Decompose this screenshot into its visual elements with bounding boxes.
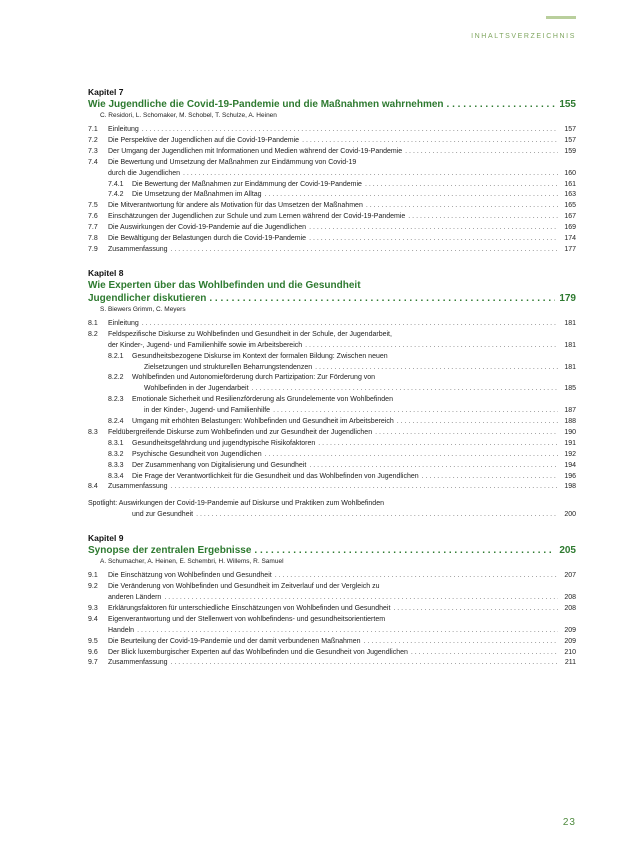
chapter-title-text: Wie Jugendliche die Covid-19-Pandemie und die Maßnahmen wahrnehmen — [88, 99, 444, 110]
entry-title: Der Blick luxemburgischer Experten auf das Wohlbefinden und die Gesundheit von Jugendlichen — [108, 648, 408, 656]
dot-leader — [265, 190, 558, 201]
dot-leader — [142, 319, 558, 330]
dot-leader — [318, 439, 558, 450]
chapter-authors: A. Schumacher, A. Heinen, E. Schembri, H. Willems, R. Samuel — [100, 558, 284, 566]
entry-title: Einleitung — [108, 319, 139, 327]
entry-number: 7.4.1 — [108, 180, 124, 188]
entry-page: 188 — [564, 418, 576, 426]
entry-title: Eigenverantwortung und der Stellenwert von wohlbefindens- und gesundheitsorientiertem — [108, 615, 386, 623]
toc-entry[interactable] — [88, 615, 576, 626]
toc-entry[interactable] — [88, 125, 576, 136]
chapter-title-text: Jugendlicher diskutieren — [88, 292, 207, 304]
spotlight-title: und zur Gesundheit — [132, 511, 194, 519]
toc-entry[interactable] — [88, 373, 576, 384]
toc-entry-continuation[interactable] — [88, 341, 576, 352]
entry-page: 192 — [564, 450, 576, 458]
entry-title: der Kinder-, Jugend- und Familienhilfe sowie im Arbeitsbereich — [108, 341, 303, 349]
dot-leader — [183, 169, 558, 180]
toc-entry-continuation[interactable] — [88, 169, 576, 180]
dot-leader — [164, 593, 558, 604]
chapter-authors: C. Residori, L. Schomaker, M. Schobel, T. Schulze, A. Heinen — [100, 112, 277, 119]
entry-number: 7.1 — [88, 126, 98, 133]
toc-entry[interactable] — [88, 637, 576, 648]
toc-entry[interactable] — [88, 417, 576, 428]
entry-number: 8.3 — [88, 428, 98, 436]
entry-title: Wohlbefinden in der Jugendarbeit — [144, 385, 249, 393]
entry-title: Handeln — [108, 626, 135, 634]
entry-number: 8.2 — [88, 330, 98, 338]
entry-number: 8.2.1 — [108, 352, 124, 360]
entry-page: 194 — [564, 461, 576, 469]
entry-number: 9.7 — [88, 659, 98, 667]
entry-number: 7.5 — [88, 202, 98, 210]
entry-page: 160 — [564, 169, 576, 177]
dot-leader — [309, 461, 558, 472]
entry-number: 7.9 — [88, 245, 98, 253]
entry-page: 181 — [564, 341, 576, 349]
entry-page: 181 — [564, 363, 576, 371]
entry-page: 163 — [564, 191, 576, 199]
entry-title: Die Einschätzung von Wohlbefinden und Gesundheit — [108, 572, 272, 580]
entry-number: 7.7 — [88, 224, 98, 232]
entry-page: 174 — [564, 235, 576, 243]
chapter-page: 155 — [559, 99, 576, 110]
entry-page: 208 — [564, 594, 576, 601]
entry-title: anderen Ländern — [108, 594, 162, 601]
entry-page: 191 — [564, 439, 576, 447]
entry-title: Zusammenfassung — [108, 483, 168, 491]
entry-title: Umgang mit erhöhten Belastungen: Wohlbefinden und Gesundheit im Arbeitsbereich — [132, 418, 394, 426]
toc-entry[interactable] — [88, 330, 576, 341]
toc-entry[interactable] — [88, 234, 576, 245]
entry-page: 209 — [564, 626, 576, 634]
entry-title: Zusammenfassung — [108, 245, 168, 253]
entry-page: 167 — [564, 213, 576, 221]
table-of-contents — [88, 87, 576, 681]
page-number: 23 — [562, 817, 576, 828]
dot-leader — [305, 341, 558, 352]
entry-title: Zielsetzungen und strukturellen Beharrungstendenzen — [144, 363, 313, 371]
chapter-page: 205 — [559, 545, 576, 557]
dot-leader — [275, 571, 558, 582]
chapter-section — [88, 533, 576, 669]
spotlight-page: 200 — [564, 511, 576, 519]
dot-leader — [315, 363, 558, 374]
toc-entry[interactable] — [88, 648, 576, 659]
entry-page: 196 — [564, 472, 576, 480]
entry-title: Psychische Gesundheit von Jugendlichen — [132, 450, 262, 458]
dot-leader — [422, 472, 558, 483]
header-accent-bar — [546, 16, 576, 19]
entry-page: 190 — [564, 428, 576, 436]
entry-number: 7.6 — [88, 213, 98, 221]
entry-page: 209 — [564, 637, 576, 645]
chapter-authors: S. Biewers Grimm, C. Meyers — [100, 305, 186, 313]
dot-leader — [405, 147, 558, 158]
entry-number: 9.6 — [88, 648, 98, 656]
dot-leader — [171, 658, 558, 669]
entry-title: durch die Jugendlichen — [108, 169, 180, 177]
spotlight-entry-continuation[interactable] — [88, 510, 576, 521]
entry-number: 7.2 — [88, 136, 98, 144]
chapter-page: 179 — [559, 292, 576, 304]
toc-entry[interactable] — [88, 395, 576, 406]
dot-leader — [302, 136, 558, 147]
chapter-title[interactable] — [88, 544, 576, 557]
toc-entry[interactable] — [88, 428, 576, 439]
toc-entry[interactable] — [88, 352, 576, 363]
toc-entry[interactable] — [88, 201, 576, 212]
entry-page: 169 — [564, 224, 576, 232]
dot-leader — [309, 234, 558, 245]
entry-number: 9.3 — [88, 604, 98, 612]
entry-title: Einleitung — [108, 126, 139, 133]
entry-number: 7.4 — [88, 158, 98, 166]
entry-number: 7.3 — [88, 147, 98, 155]
toc-entry[interactable] — [88, 212, 576, 223]
entry-title: Der Zusammenhang von Digitalisierung und Gesundheit — [132, 461, 307, 469]
dot-leader — [397, 417, 558, 428]
entry-number: 7.4.2 — [108, 191, 124, 199]
entry-number: 8.3.2 — [108, 450, 124, 458]
toc-entry[interactable] — [88, 147, 576, 158]
entry-number: 8.1 — [88, 319, 98, 327]
entry-title: Emotionale Sicherheit und Resilienzförderung als Grundelemente von Wohlbefinden — [132, 396, 393, 404]
entry-title: Die Veränderung von Wohlbefinden und Gesundheit im Zeitverlauf und der Vergleich zu — [108, 583, 380, 591]
toc-entry[interactable] — [88, 136, 576, 147]
dot-leader — [309, 223, 558, 234]
toc-entry[interactable] — [88, 658, 576, 669]
entry-page: 157 — [564, 126, 576, 133]
entry-page: 165 — [564, 202, 576, 210]
entry-page: 210 — [564, 648, 576, 656]
entry-page: 187 — [564, 407, 576, 415]
chapter-label: Kapitel 8 — [88, 267, 124, 278]
entry-title: Feldspezifische Diskurse zu Wohlbefinden und Gesundheit in der Schule, der Jugendarbeit, — [108, 330, 392, 338]
entry-title: Die Beurteilung der Covid-19-Pandemie und der damit verbundenen Maßnahmen — [108, 637, 361, 645]
entry-number: 8.3.4 — [108, 472, 124, 480]
entry-number: 8.2.4 — [108, 418, 124, 426]
dot-leader — [393, 604, 558, 615]
spotlight-entry[interactable] — [88, 499, 576, 510]
entry-page: 198 — [564, 483, 576, 491]
entry-number: 8.2.2 — [108, 374, 124, 382]
dot-leader — [252, 384, 558, 395]
toc-entry[interactable] — [88, 245, 576, 256]
entry-title: Die Frage der Verantwortlichkeit für die Gesundheit und das Wohlbefinden von Jugendlichen — [132, 472, 419, 480]
entry-title: Die Umsetzung der Maßnahmen im Alltag — [132, 191, 262, 199]
chapter-title[interactable] — [88, 98, 576, 111]
entry-page: 157 — [564, 136, 576, 144]
entry-title: Die Mitverantwortung für andere als Motivation für das Umsetzen der Maßnahmen — [108, 202, 363, 210]
toc-entry[interactable] — [88, 472, 576, 483]
entry-page: 161 — [564, 180, 576, 188]
entry-number: 9.2 — [88, 583, 98, 591]
spotlight-title: Spotlight: Auswirkungen der Covid-19-Pandemie auf Diskurse und Praktiken zum Wohlbefinden — [88, 500, 384, 508]
chapter-section — [88, 87, 576, 256]
entry-page: 207 — [564, 572, 576, 580]
dot-leader — [364, 637, 558, 648]
toc-entry[interactable] — [88, 223, 576, 234]
entry-number: 8.3.1 — [108, 439, 124, 447]
dot-leader — [447, 98, 556, 111]
toc-entry[interactable] — [88, 180, 576, 191]
dot-leader — [265, 450, 558, 461]
dot-leader — [408, 212, 558, 223]
chapter-title-text: Synopse der zentralen Ergebnisse — [88, 545, 252, 557]
dot-leader — [273, 406, 558, 417]
entry-title: Erklärungsfaktoren für unterschiedliche Einschätzungen von Wohlbefinden und Gesundheit — [108, 604, 391, 612]
dot-leader — [209, 292, 555, 305]
entry-title: Der Umgang der Jugendlichen mit Informationen und Medien während der Covid-19-Pandemie — [108, 147, 403, 155]
dot-leader — [171, 482, 558, 493]
chapter-label: Kapitel 9 — [88, 533, 124, 544]
entry-title: Wohlbefinden und Autonomieförderung durch Partizipation: Zur Förderung von — [132, 374, 376, 382]
entry-number: 8.3.3 — [108, 461, 124, 469]
entry-title: Die Perspektive der Jugendlichen auf die Covid-19-Pandemie — [108, 136, 300, 144]
toc-entry[interactable] — [88, 571, 576, 582]
dot-leader — [365, 180, 558, 191]
entry-number: 9.4 — [88, 615, 98, 623]
dot-leader — [142, 125, 558, 136]
entry-page: 208 — [564, 604, 576, 612]
chapter-title[interactable] — [88, 279, 576, 292]
entry-title: Zusammenfassung — [108, 659, 168, 667]
toc-entry[interactable] — [88, 582, 576, 593]
entry-page: 177 — [564, 245, 576, 253]
toc-entry[interactable] — [88, 604, 576, 615]
toc-entry[interactable] — [88, 439, 576, 450]
entry-title: Einschätzungen der Jugendlichen zur Schule und zum Lernen während der Covid-19-Pandemie — [108, 213, 406, 221]
toc-entry[interactable] — [88, 158, 576, 169]
chapter-section — [88, 268, 576, 521]
entry-number: 8.4 — [88, 483, 98, 491]
chapter-title-text: Wie Experten über das Wohlbefinden und die Gesundheit — [88, 279, 361, 291]
entry-page: 181 — [564, 319, 576, 327]
dot-leader — [196, 510, 558, 521]
toc-entry-continuation[interactable] — [88, 626, 576, 637]
dot-leader — [411, 648, 558, 659]
entry-title: Gesundheitsgefährdung und jugendtypische Risikofaktoren — [132, 439, 316, 447]
entry-title: Die Bewertung der Maßnahmen zur Eindämmung der Covid-19-Pandemie — [132, 180, 362, 188]
entry-title: Die Auswirkungen der Covid-19-Pandemie auf die Jugendlichen — [108, 224, 307, 232]
running-header: INHALTSVERZEICHNIS — [471, 33, 576, 40]
entry-title: Die Bewältigung der Belastungen durch die Covid-19-Pandemie — [108, 235, 307, 243]
entry-title: Die Bewertung und Umsetzung der Maßnahmen zur Eindämmung von Covid-19 — [108, 158, 357, 166]
toc-entry[interactable] — [88, 482, 576, 493]
entry-number: 9.5 — [88, 637, 98, 645]
toc-entry-continuation[interactable] — [88, 384, 576, 395]
toc-entry[interactable] — [88, 190, 576, 201]
entry-number: 9.1 — [88, 572, 98, 580]
toc-entry[interactable] — [88, 450, 576, 461]
chapter-title-line2[interactable] — [88, 292, 576, 305]
entry-title: in der Kinder-, Jugend- und Familienhilfe — [144, 407, 271, 415]
entry-number: 8.2.3 — [108, 396, 124, 404]
entry-title: Gesundheitsbezogene Diskurse im Kontext der formalen Bildung: Zwischen neuen — [132, 352, 388, 360]
entry-page: 211 — [564, 659, 576, 667]
toc-entry-continuation[interactable] — [88, 593, 576, 604]
toc-entry-continuation[interactable] — [88, 363, 576, 374]
dot-leader — [254, 544, 555, 557]
dot-leader — [137, 626, 558, 637]
toc-entry[interactable] — [88, 319, 576, 330]
entry-number: 7.8 — [88, 235, 98, 243]
entry-title: Feldübergreifende Diskurse zum Wohlbefinden und zur Gesundheit der Jugendlichen — [108, 428, 373, 436]
chapter-label: Kapitel 7 — [88, 87, 124, 97]
dot-leader — [366, 201, 558, 212]
entry-page: 159 — [564, 147, 576, 155]
toc-entry[interactable] — [88, 461, 576, 472]
dot-leader — [171, 245, 558, 256]
dot-leader — [375, 428, 558, 439]
entry-page: 185 — [564, 385, 576, 393]
toc-entry-continuation[interactable] — [88, 406, 576, 417]
